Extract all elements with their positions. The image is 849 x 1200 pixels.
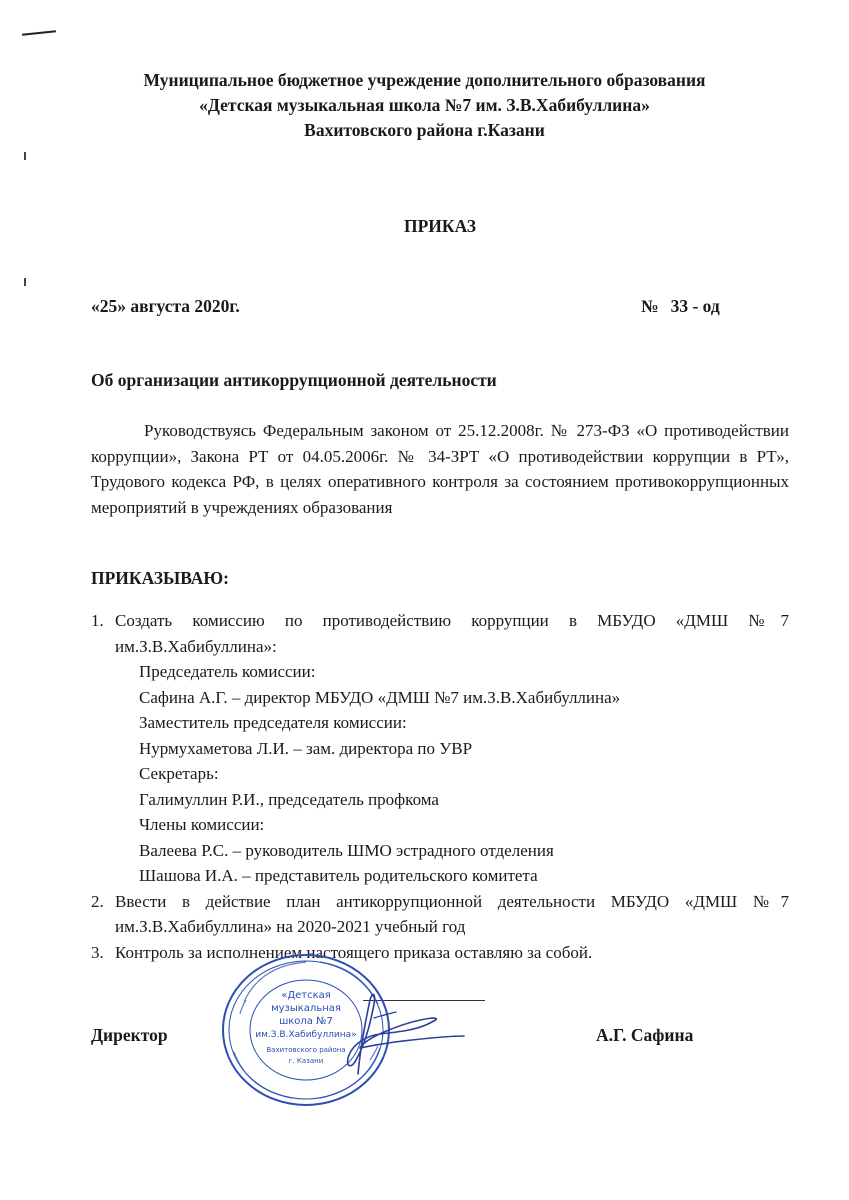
stamp-line: Вахитовского района bbox=[266, 1046, 346, 1054]
orders-label: ПРИКАЗЫВАЮ: bbox=[91, 568, 229, 588]
header-line-3: Вахитовского района г.Казани bbox=[304, 120, 545, 140]
commission-deputy: Нурмухаметова Л.И. – зам. директора по УВР bbox=[139, 738, 473, 758]
item-text: Контроль за исполнением настоящего приказа оставляю за собой. bbox=[115, 942, 593, 962]
order-subject: Об организации антикоррупционной деятельности bbox=[91, 370, 497, 390]
signatory-role: Директор bbox=[91, 1025, 168, 1045]
number-value: 33 - од bbox=[670, 296, 720, 316]
scan-mark bbox=[22, 30, 56, 36]
item-number: 1. bbox=[91, 611, 104, 630]
item-number: 2. bbox=[91, 891, 104, 911]
item-number: 3. bbox=[91, 942, 104, 962]
preamble-paragraph: Руководствуясь Федеральным законом от 25.12.2008г. № 273-ФЗ «О противодействии коррупции», Закона РТ от 04.05.2006г. № 34-ЗРТ «О противодействии коррупции в РТ», Трудового кодекса РФ, в целях оперативного контроля за состоянием противокоррупционных мероприятий в учреждениях образования bbox=[91, 421, 789, 517]
commission-deputy-label: Заместитель председателя комиссии: bbox=[139, 713, 407, 732]
commission-chair: Сафина А.Г. – директор МБУДО «ДМШ №7 им.З.В.Хабибуллина» bbox=[139, 687, 621, 707]
stamp-line: им.З.В.Хабибуллина» bbox=[255, 1030, 357, 1040]
stamp-line: музыкальная bbox=[271, 1003, 341, 1014]
scan-mark bbox=[24, 278, 26, 286]
stamp-line: «Детская bbox=[281, 990, 331, 1001]
institution-header bbox=[0, 68, 849, 143]
header-line-1: Муниципальное бюджетное учреждение дополнительного образования bbox=[143, 70, 706, 90]
commission-member: Шашова И.А. – представитель родительского комитета bbox=[139, 866, 538, 885]
number-sign: № bbox=[641, 296, 659, 316]
commission-secretary-label: Секретарь: bbox=[139, 764, 219, 783]
list-item bbox=[91, 940, 789, 966]
item-text: Создать комиссию по противодействию коррупции в МБУДО «ДМШ №7 им.З.В.Хабибуллина»: bbox=[115, 611, 789, 656]
commission-members-label: Члены комиссии: bbox=[139, 815, 265, 834]
order-number bbox=[641, 296, 732, 317]
list-item bbox=[91, 889, 789, 940]
commission-member: Валеева Р.С. – руководитель ШМО эстрадного отделения bbox=[139, 840, 554, 860]
handwritten-signature bbox=[300, 988, 470, 1078]
scan-mark bbox=[24, 152, 26, 160]
item-text: Ввести в действие план антикоррупционной деятельности МБУДО «ДМШ №7 им.З.В.Хабибуллина» на 2020-2021 учебный год bbox=[115, 891, 789, 936]
order-date: «25» августа 2020г. bbox=[91, 296, 240, 316]
stamp-line: школа №7 bbox=[279, 1016, 333, 1027]
signatory-name: А.Г. Сафина bbox=[596, 1025, 694, 1045]
commission-chair-label: Председатель комиссии: bbox=[139, 662, 316, 681]
order-items-list bbox=[91, 608, 789, 965]
list-item bbox=[91, 608, 789, 889]
header-line-2: «Детская музыкальная школа №7 им. З.В.Хабибуллина» bbox=[199, 95, 650, 115]
stamp-line: г. Казани bbox=[288, 1057, 324, 1065]
order-title: ПРИКАЗ bbox=[403, 216, 477, 236]
commission-secretary: Галимуллин Р.И., председатель профкома bbox=[139, 789, 439, 809]
